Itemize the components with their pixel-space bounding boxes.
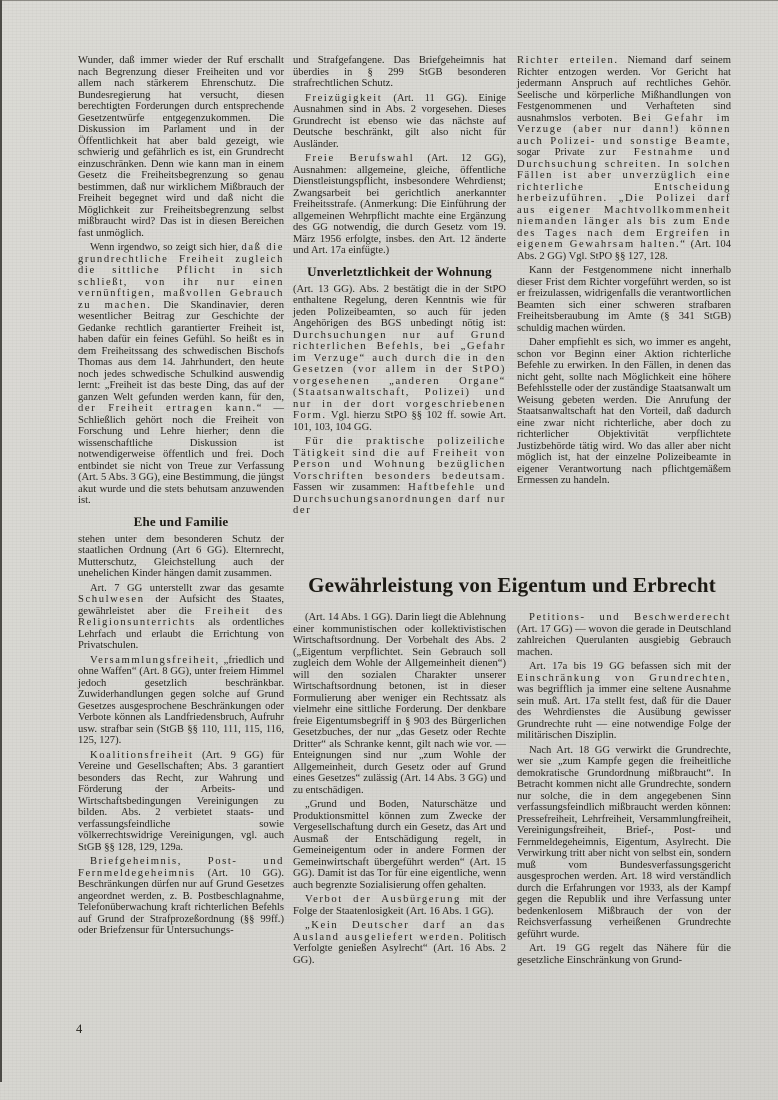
text-run: der Aufsicht des Staates, gewährleistet aber die (78, 594, 284, 617)
paragraph (293, 612, 506, 796)
text-run: Haftbefehle und Durchsuchungsanordnungen darf nur der (293, 482, 506, 516)
column-right-top (517, 55, 731, 487)
text-run: Daher empfiehlt es sich, wo immer es angeht, schon vor Beginn einer Aktion richterliche Befehle zu erwirken. In den Fällen, in denen das nicht geht, sollte nach Möglichkeit eine höhere Befehlsstelle oder der zuständige Staatsanwalt um Weisung gebeten werden. Die Anrufung der Staatsanwaltschaft hat den Vorteil, daß dadurch eine zwar nicht richterliche, aber doch zu richterlicher Objektivität verpflichtete Justizbehörde tätig wird. Wo das aller aber nicht möglich ist, hat der einzelne Polizeibeamte in eigener Verantwortung nach pflichtgemäßem Ermessen zu handeln. (517, 337, 731, 486)
text-run: Niemand darf seinem Richter entzogen werden. Vor Gericht hat jedermann Anspruch auf rechtliches Gehör. Seelische und körperliche Mißhandlungen von Festgenommenen und Verhafteten sind ausnahmslos verboten. (517, 55, 731, 124)
text-run: Einschränkung von Grundrechten, (517, 672, 731, 684)
paragraph (78, 583, 284, 652)
paragraph (293, 920, 506, 966)
paragraph (293, 799, 506, 891)
text-run: zur Festnahme und Durchsuchung schreiten. In solchen Fällen ist aber unverzüglich eine richterliche Entscheidung herbeizuführen. „Die Polizei darf aus eigener Machtvollkommenheit niemanden länger als bis zum Ende des Tages nach dem Ergreifen in eigenem Gewahrsam halten.“ (517, 147, 731, 250)
text-run: (Art. 11 GG). Einige Ausnahmen sind in Abs. 2 vorgesehen. Dieses Grundrecht ist ebenso wie das nächste auf Deutsche beschränkt, gilt also nicht für Ausländer. (293, 92, 506, 150)
text-run: stehen unter dem besonderen Schutz der staatlichen Ordnung (Art 6 GG). Elternrecht, Mutterschutz, Gleichstellung auch der unehelichen Kinder hängen damit zusammen. (78, 533, 284, 579)
text-run: Art. 7 GG unterstellt zwar das gesamte (90, 582, 284, 594)
text-run: Die Skandinavier, deren wesentlicher Beitrag zur Geschichte der Gedanke rechtlich garantierter Freiheit ist, haben dafür ein feines Gefühl. So heißt es in dem Freiheitssang des schwedischen Bischofs Thomas aus dem 14. Jahrhundert, den heute noch jedes schwedische Schulkind auswendig lernt: „Freiheit ist das beste Ding, das auf der ganzen Welt gefunden werden kann, für den, (78, 299, 284, 403)
text-run: Wenn irgendwo, so zeigt sich hier, (90, 242, 242, 253)
paragraph (293, 153, 506, 257)
paragraph (517, 661, 731, 742)
column-right-bottom (517, 612, 731, 966)
text-run: Freizügigkeit (305, 92, 383, 104)
paragraph (78, 55, 284, 239)
text-run: Briefgeheimnis, Post- und Fernmeldegeheimnis (78, 856, 284, 879)
text-run: „Kein Deutscher darf an das Ausland ausgeliefert werden. (293, 920, 506, 943)
text-run: Verbot der Ausbürgerung (305, 894, 461, 905)
paragraph (293, 93, 506, 151)
text-run: (Art. 104 Abs. 2 GG) Vgl. StPO §§ 127, 128. (517, 239, 731, 262)
text-run: Vgl. hierzu StPO §§ 102 ff. sowie Art. 101, 103, 104 GG. (293, 410, 506, 433)
column-middle-bottom (293, 612, 506, 966)
paragraph (517, 337, 731, 487)
text-run: sogar Private (517, 147, 600, 158)
paragraph (78, 655, 284, 747)
paragraph (293, 55, 506, 90)
paragraph (78, 242, 284, 507)
paragraph (293, 284, 506, 434)
text-run: (Art. 10 GG). Beschränkungen dürfen nur auf Grund Gesetzes angeordnet werden, z. B. Postbeschlagnahme, Telefonüberwachung kraft richterlichen Befehls auf Grund der Strafprozeßordnung (§§ 99ff.) oder Briefzensur für Untersuchungs- (78, 867, 284, 936)
text-run: Freie Berufswahl (305, 153, 415, 164)
text-run: (Art. 14 Abs. 1 GG). Darin liegt die Ablehnung einer kommunistischen oder kollektivistischen Wirtschaftsordnung. Der Vorbehalt des Abs. 2 („Eigentum verpflichtet. Sein Gebrauch soll zugleich dem Wohle der Allgemeinheit dienen“) will den sozialen Charakter unserer Wirtschaftsordnung betonen, ist in dieser Formulierung aber weniger ein Rechtssatz als vielmehr eine sittliche Forderung. Der denkbare freie Eigentumsbegriff in § 903 des Bürgerlichen Gesetzbuches, der nur „das Gesetz oder Rechte Dritter“ als Schranke kennt, gilt nach wie vor. — Enteignungen sind nur „zum Wohle der Allgemeinheit, durch Gesetz oder auf Grund eines Gesetzes“ zulässig (Art. 14 Abs. 3 GG) und zu entschädigen. (293, 612, 506, 796)
text-run: Freiheit des Religionsunterrichts (78, 605, 285, 628)
text-run: — Schließlich gehört noch die Freiheit von Forschung und Lehre hierher; denn die wissenschaftliche Diskussion ist notwendigerweise öffentlich und frei. Doch entbindet sie nicht von Treue zur Verfassung (Art. 5 Abs. 3 GG), eine Bestimmung, die jüngst akut wurde und die stets behutsam anzuwenden ist. (78, 403, 284, 506)
paragraph (78, 534, 284, 580)
text-run: Wunder, daß immer wieder der Ruf erschallt nach Begrenzung dieser Freiheiten und vor allem nach stärkerem Ehrenschutz. Die Bundesregierung hat versucht, diesen berechtigten Forderungen durch entsprechende Gesetzentwürfe entgegenzukommen. Die Diskussion im Parlament und in der Öffentlichkeit hat aber bald gezeigt, wie schwierig und gefährlich es ist, ein Grundrecht einzuschränken. Denn wie kann man in einem Gesetz die Freiheitsbegrenzung so genau bestimmen, daß nur wirklichem Mißbrauch der Freiheit begegnet wird und daß nicht die Möglichkeit zur Freiheitsbegrenzung selbst mißbraucht wird? Das ist in diesen Bereichen fast unmöglich. (78, 55, 284, 239)
text-run: Nach Art. 18 GG verwirkt die Grundrechte, wer sie „zum Kampfe gegen die freiheitliche demokratische Grundordnung mißbraucht“. In Betracht kommen nicht alle Grundrechte, sondern nur solche, die in dem angegebenen Sinn verfassungsfeindlich mißbraucht werden können: Pressefreiheit, Lehrfreiheit, Versammlungfreiheit, Vereinigungsfreiheit, Brief-, Post- und Fernmeldegeheimnis, Eigentum, Asylrecht. Die Verwirkung tritt aber nicht von selbst ein, sondern muß vom Bundesverfassungsgericht ausgesprochen werden. Art. 18 wird verständlich durch die Erfahrungen vor 1933, als der Kampf gegen die Republik und ihre Verfassung unter bedenkenlosem Mißbrauch der von der Reichsverfassung verheißenen Grundrechte geführt wurde. (517, 744, 731, 940)
paragraph (78, 750, 284, 854)
text-run: Petitions- und Beschwerderecht (529, 612, 731, 623)
scan-edge-left (0, 0, 2, 1082)
scan-edge-top (0, 0, 778, 1)
section-heading: Gewährleistung von Eigentum und Erbrecht (308, 573, 716, 597)
text-run: als ordentliches Lehrfach und erlaubt die Errichtung von Privatschulen. (78, 617, 284, 651)
text-run: Fassen wir zusammen: (293, 482, 409, 493)
text-run: Kann der Festgenommene nicht innerhalb dieser Frist dem Richter vorgeführt werden, so ist er freizulassen, widrigenfalls die verantwortlichen Beamten sich einer schweren strafbaren Freiheitsberaubung im Amte (§ 341 StGB) schuldig machen würden. (517, 265, 731, 334)
text-run: Art. 19 GG regelt das Nähere für die gesetzliche Einschränkung von Grund- (517, 943, 731, 966)
text-run: (Art. 13 GG). Abs. 2 bestätigt die in der StPO enthaltene Regelung, deren Kenntnis wie für jeden Polizeibeamten, so auch für jeden Angehörigen des BGS unbedingt nötig ist: (293, 283, 506, 329)
subheading: Ehe und Familie (133, 513, 229, 529)
column-middle-top (293, 55, 506, 517)
text-run: Schulwesen (78, 594, 145, 605)
text-run: Für die praktische polizeiliche Tätigkeit sind die auf Freiheit von Person und Wohnung bezüglichen Vorschriften besonders bedeutsam. (293, 436, 506, 482)
text-run: (Art. 17 GG) — wovon die gerade in Deutschland zahlreichen Querulanten ausgiebig Gebrauch machen. (517, 623, 731, 658)
paragraph (517, 745, 731, 941)
paragraph (517, 55, 731, 262)
text-run: Politisch Verfolgte genießen Asylrecht“ (Art. 16 Abs. 2 GG). (293, 931, 507, 966)
text-run: Versammlungsfreiheit, (90, 654, 220, 666)
text-run: der Freiheit ertragen kann.“ (78, 403, 264, 414)
text-run: was begrifflich ja immer eine seltene Ausnahme sein muß. Art. 17a stellt fest, daß für die Dauer des Wehrdienstes die Ausübung gewisser Grundrechte ruht — eine notwendige Folge der militärischen Disziplin. (517, 684, 731, 741)
text-run: „Grund und Boden, Naturschätze und Produktionsmittel können zum Zwecke der Vergesellschaftung durch ein Gesetz, das Art und Ausmaß der Entschädigung regelt, in Gemeineigentum oder in andere Formen der Gemeinwirtschaft übergeführt werden“ (Art. 15 GG). Damit ist das Tor für eine eigentliche, wenn auch begrenzte Sozialisierung offen gehalten. (293, 799, 506, 891)
text-run: Art. 17a bis 19 GG befassen sich mit der (529, 661, 731, 672)
text-run: Bei Gefahr im Verzuge (aber nur dann!) können auch Polizei- und sonstige Beamte, (517, 112, 731, 147)
text-run: mit der Folge der Staatenlosigkeit (Art. 16 Abs. 1 GG). (293, 894, 506, 917)
text-run: „friedlich und ohne Waffen“ (Art. 8 GG), unter freiem Himmel jedoch gesetzlich beschränkbar. Zuwiderhandlungen gegen solche auf Grund Gesetzes ausgesprochene Beschränkungen oder Verbote können als Landfriedensbruch, Aufruhr usw. strafbar sein (StGB §§ 110, 111, 115, 116, 125, 127). (78, 654, 284, 746)
paragraph (293, 894, 506, 917)
paragraph (78, 856, 284, 937)
column-left (78, 55, 284, 937)
paragraph (517, 943, 731, 966)
subheading: Unverletztlichkeit der Wohnung (307, 263, 492, 279)
text-run: (Art. 9 GG) für Vereine und Gesellschaften; Abs. 3 garantiert besonders das Recht, zur Wahrung und Förderung der Arbeits- und Wirtschaftsbedingungen Vereinigungen zu bilden. Abs. 2 verbietet staats- und verfassungsfeindliche sowie völkerrechtswidrige Vereinigungen, vgl. auch StGB §§ 128, 129, 129a. (78, 749, 284, 853)
text-run: Richter erteilen. (517, 55, 619, 66)
text-run: (Art. 12 GG), Ausnahmen: allgemeine, gleiche, öffentliche Dienstleistungspflicht, insbesondere Wehrdienst; Zwangsarbeit bei gerichtlich anerkannter Freiheitsstrafe. (Anmerkung: Die Einführung der allgemeinen Wehrpflicht machte eine Ergänzung des GG notwendig, die durch Gesetz vom 19. März 1956 erfolgte, insbes. den Art. 12 änderte und Art. 17a einfügte.) (293, 153, 506, 256)
text-run: und Strafgefangene. Das Briefgeheimnis hat überdies in § 299 StGB besonderen strafrechtlichen Schutz. (293, 55, 506, 89)
text-run: daß die grundrechtliche Freiheit zugleich die sittliche Pflicht in sich schließt, von ihr nur einen vernünftigen, maßvollen Gebrauch zu machen. (78, 242, 284, 311)
text-run: Koalitionsfreiheit (90, 749, 194, 761)
text-run: Durchsuchungen nur auf Grund richterlichen Befehls, bei „Gefahr im Verzuge“ auch durch die in den Gesetzen (vor allem in der StPO) vorgesehenen „anderen Organe“ (Staatsanwaltschaft, Polizei) und nur in der dort vorgeschriebenen Form. (293, 329, 506, 421)
paragraph (293, 436, 506, 517)
page-number: 4 (76, 1022, 83, 1036)
paragraph (517, 612, 731, 658)
paragraph (517, 265, 731, 334)
